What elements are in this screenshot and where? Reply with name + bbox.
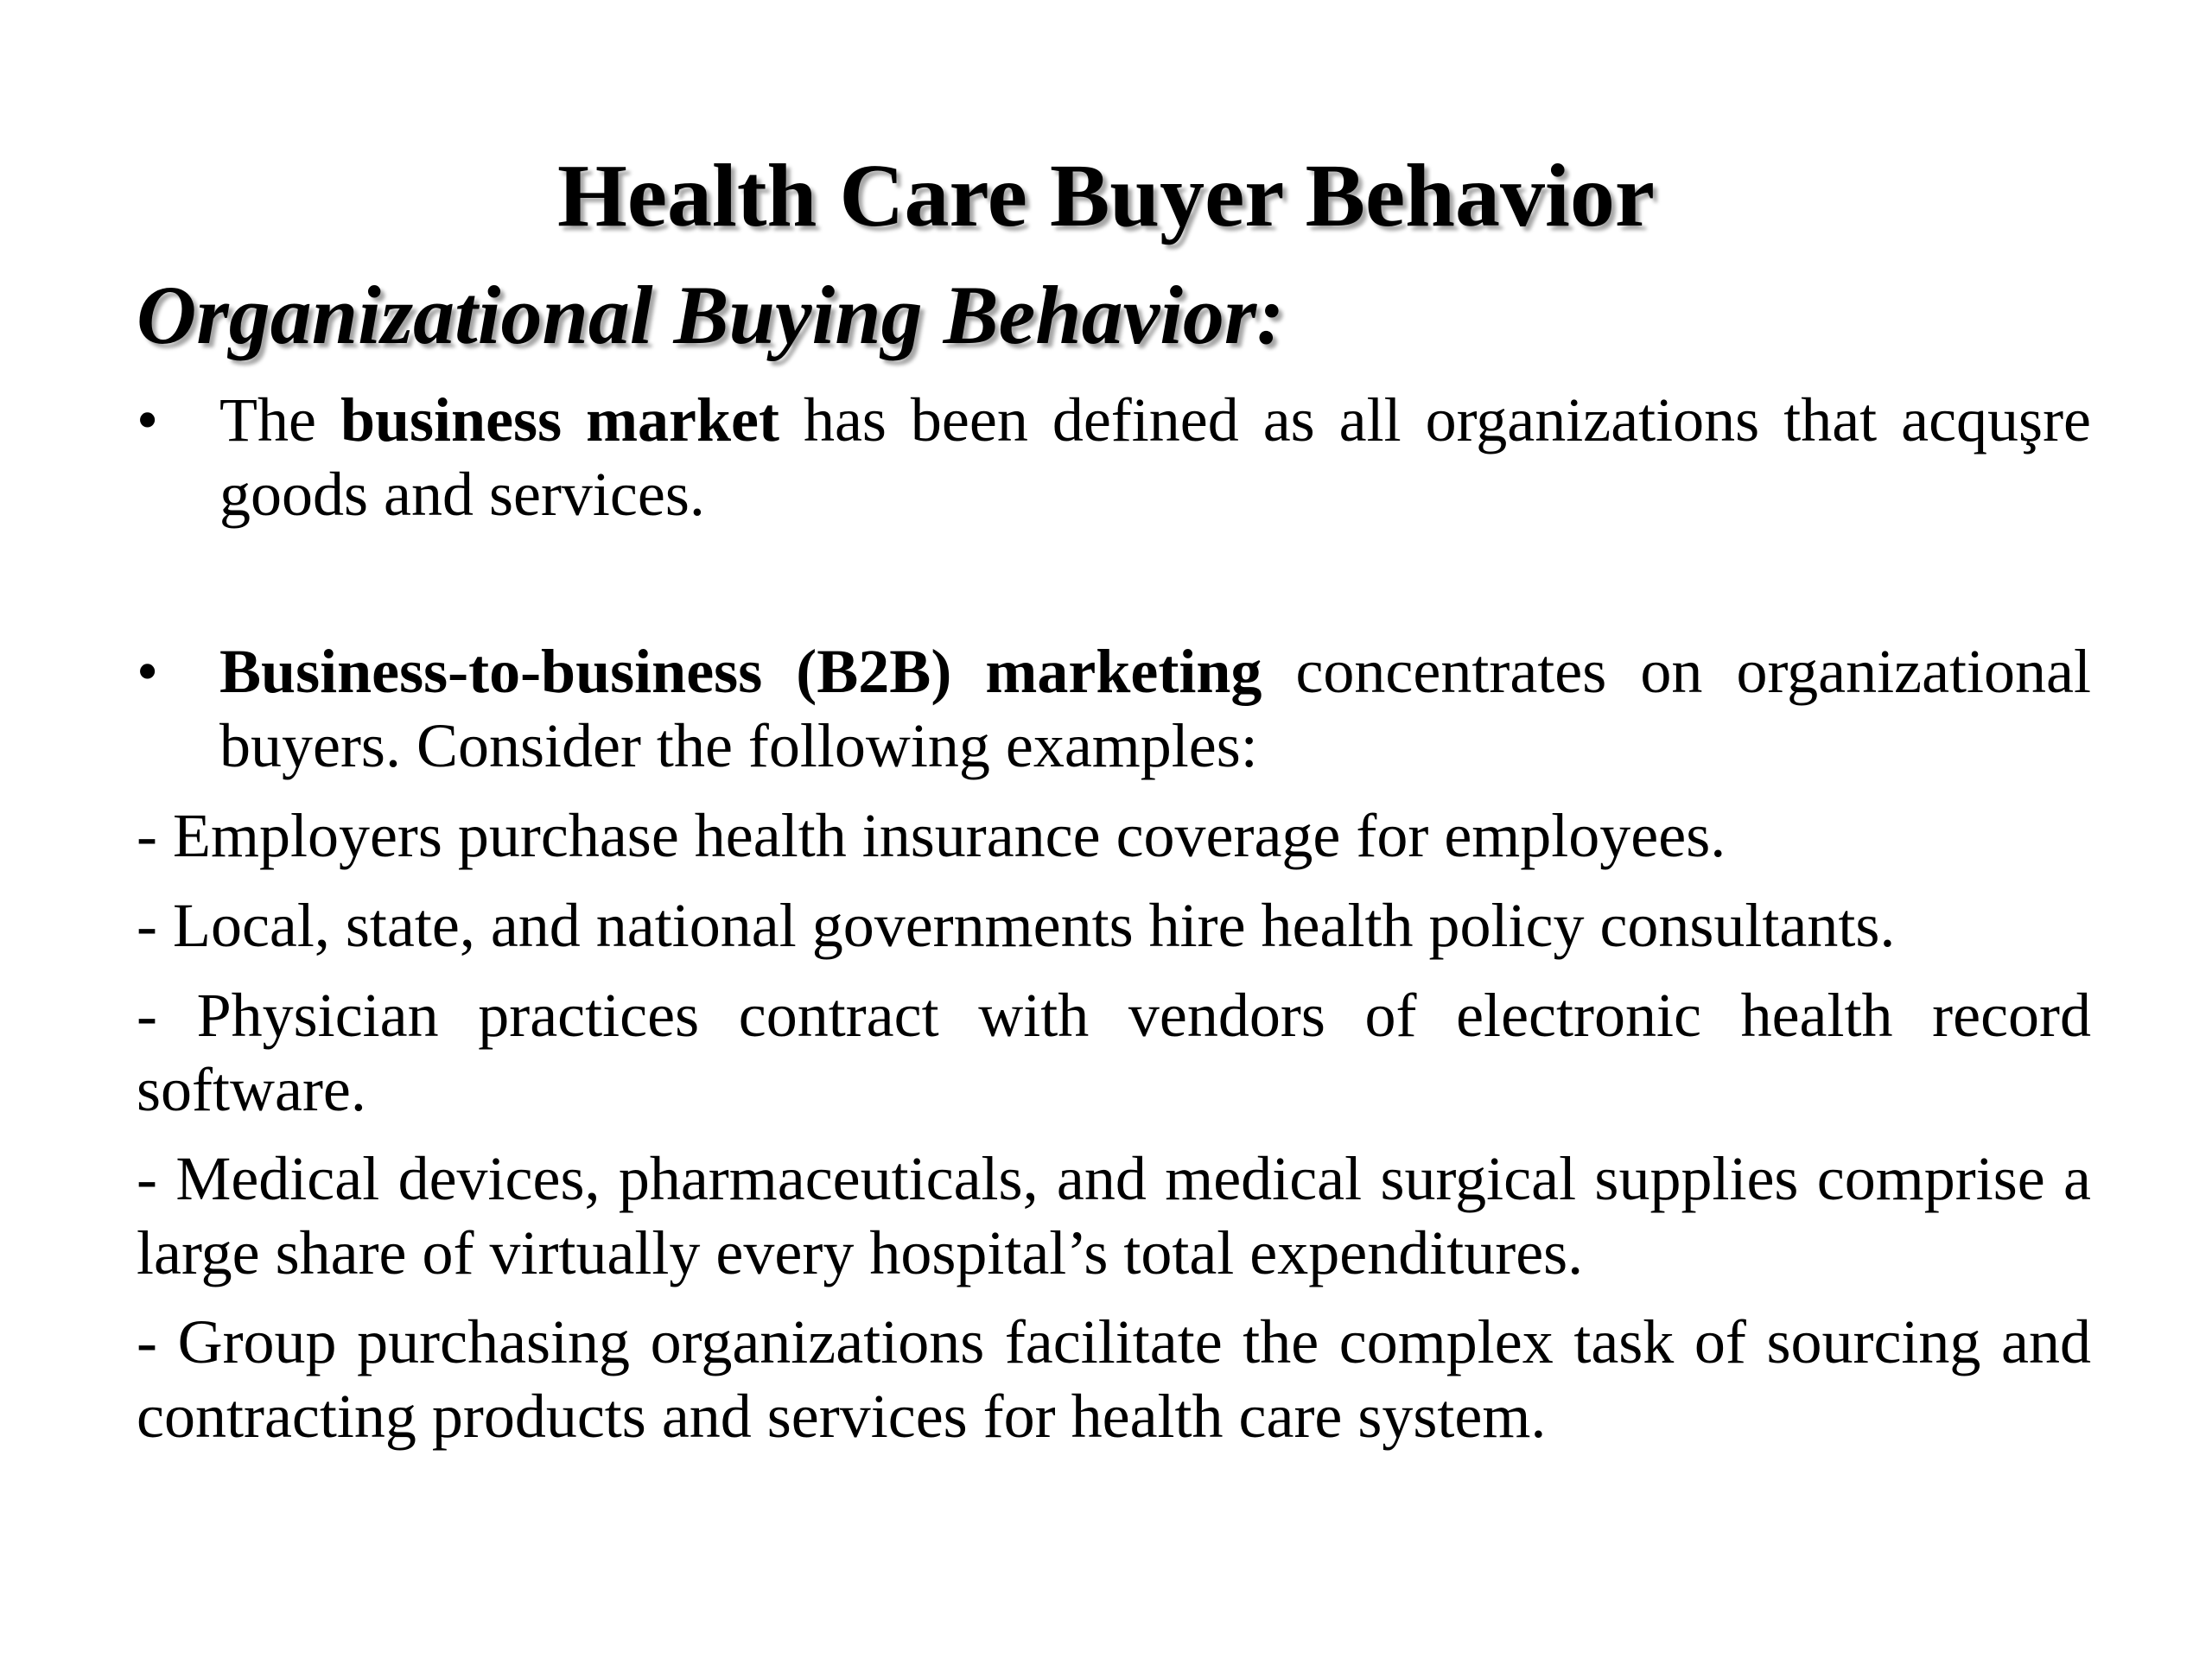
bullet-rest: has been defined as all organizations that acquşre goods and services. bbox=[219, 385, 2092, 529]
slide-subtitle: Organizational Buying Behavior: bbox=[137, 269, 1285, 361]
bullet-bold-term: Business-to-business (B2B) marketing bbox=[219, 637, 1262, 706]
example-item: - Local, state, and national governments hire health policy consultants. bbox=[137, 891, 1896, 960]
bullet-item bbox=[137, 383, 2091, 531]
slide-title: Health Care Buyer Behavior bbox=[556, 146, 1656, 245]
example-item: - Employers purchase health insurance coverage for employees. bbox=[137, 801, 1726, 870]
bullet-dot: • bbox=[137, 385, 159, 454]
bullet-text bbox=[219, 634, 2091, 783]
bullet-item bbox=[137, 634, 2091, 783]
example-item: - Physician practices contract with vendors of electronic health record software. bbox=[137, 981, 2091, 1124]
bullet-bold-term: business market bbox=[340, 385, 779, 454]
bullet-text bbox=[219, 383, 2091, 531]
bullet-rest: concentrates on organizational buyers. Consider the following examples: bbox=[219, 637, 2091, 780]
bullet-dot: • bbox=[137, 637, 159, 706]
bullet-lead: The bbox=[219, 385, 340, 454]
example-item: - Group purchasing organizations facilitate the complex task of sourcing and contracting products and services for health care system. bbox=[137, 1307, 2091, 1451]
example-item: - Medical devices, pharmaceuticals, and medical surgical supplies comprise a large share of virtually every hospital’s total expenditures. bbox=[137, 1144, 2091, 1287]
